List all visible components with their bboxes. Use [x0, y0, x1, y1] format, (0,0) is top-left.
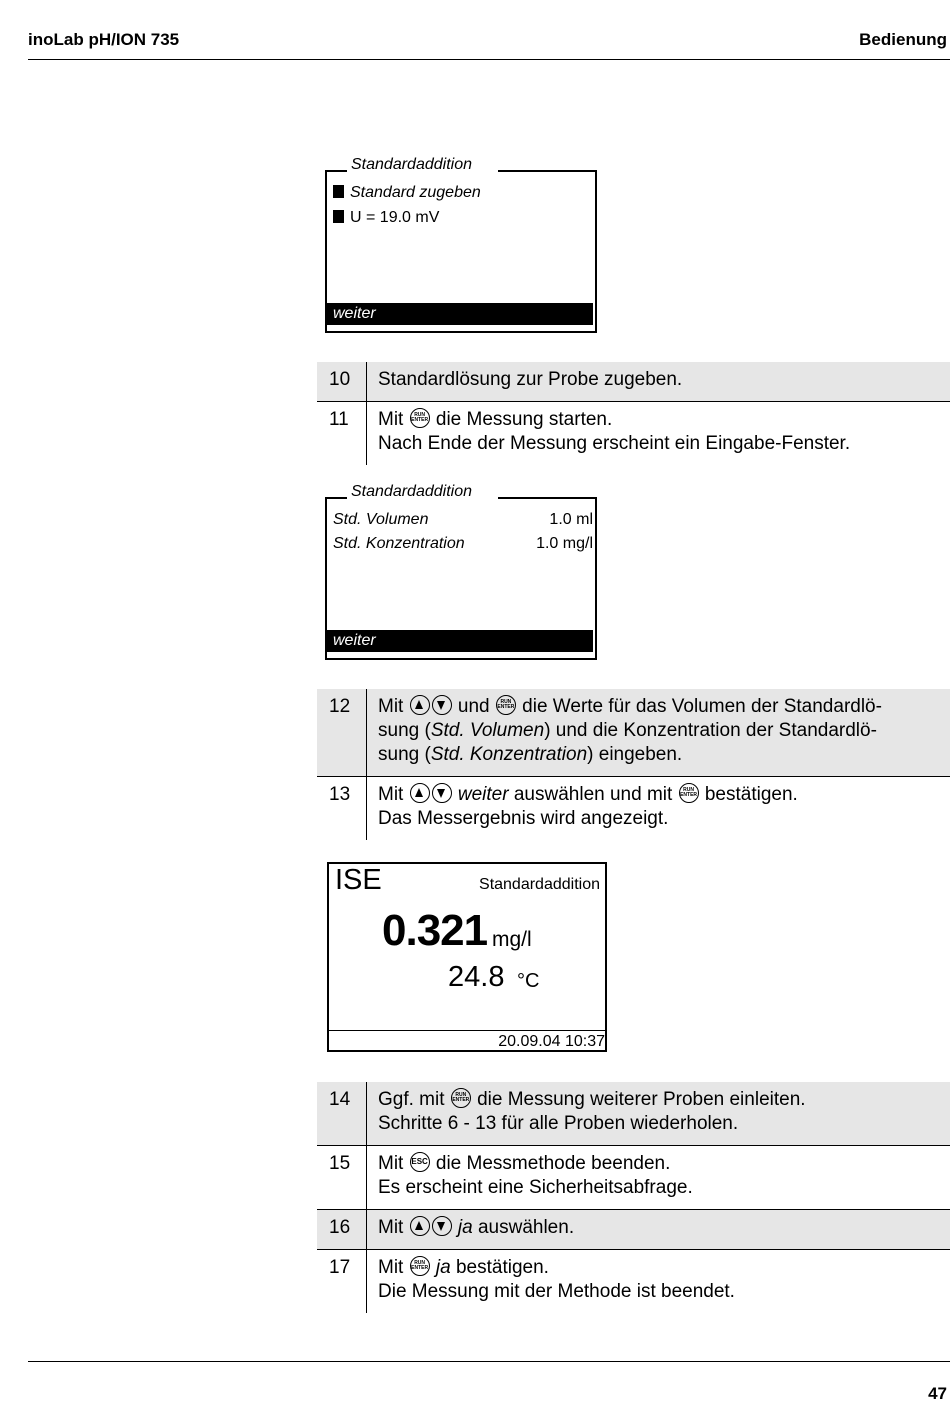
- temperature-value: 24.8: [448, 961, 505, 993]
- steps-14-17: [317, 1082, 950, 1313]
- step-number: 11: [317, 402, 367, 465]
- footer-rule: [28, 1361, 950, 1362]
- std-volume-value: 1.0 ml: [549, 511, 593, 528]
- up-arrow-key-icon: [410, 695, 430, 715]
- step-text: Mit RUN ENTER die Messung starten. Nach Ende der Messung erscheint ein Eingabe-Fenster.: [378, 402, 950, 465]
- step-number: 14: [317, 1082, 367, 1145]
- display-measurement-result: [327, 862, 607, 1052]
- display-standard-addition-2: [325, 483, 597, 660]
- std-concentration-value: 1.0 mg/l: [536, 535, 593, 552]
- std-volume-label: Std. Volumen: [333, 511, 429, 528]
- run-enter-key-icon: [410, 1256, 430, 1276]
- step-14: [317, 1082, 950, 1146]
- temperature-unit: °C: [517, 970, 540, 992]
- measurement-value: 0.321: [382, 906, 488, 955]
- up-arrow-key-icon: [410, 1216, 430, 1236]
- steps-12-13: [317, 689, 950, 840]
- down-arrow-key-icon: [432, 783, 452, 803]
- down-arrow-key-icon: [432, 1216, 452, 1236]
- page-number: 47: [928, 1384, 947, 1403]
- screen-title: Standardaddition: [347, 483, 498, 501]
- step-10: [317, 362, 950, 402]
- header-section: Bedienung: [859, 30, 947, 49]
- marker-icon: [333, 210, 344, 223]
- step-13: [317, 777, 950, 840]
- step-text: Ggf. mit RUN ENTER die Messung weiterer Proben einleiten. Schritte 6 - 13 für alle Proben wiederholen.: [378, 1082, 950, 1145]
- step-16: [317, 1210, 950, 1250]
- screen-line-2: U = 19.0 mV: [333, 209, 439, 227]
- run-enter-key-icon: [496, 695, 516, 715]
- header-rule: [28, 59, 950, 60]
- step-text: Mit ESC die Messmethode beenden. Es erscheint eine Sicherheitsabfrage.: [378, 1146, 950, 1209]
- steps-10-11: [317, 362, 950, 465]
- step-number: 16: [317, 1210, 367, 1249]
- step-number: 10: [317, 362, 367, 401]
- display-standard-addition-1: [325, 156, 597, 333]
- marker-icon: [333, 185, 344, 198]
- step-text: Mit weiter auswählen und mit RUN ENTER bestätigen. Das Messergebnis wird angezeigt.: [378, 777, 950, 840]
- esc-key-icon: [410, 1152, 430, 1172]
- screen-line-1: Standard zugeben: [333, 184, 481, 202]
- softkey-weiter[interactable]: weiter: [327, 630, 593, 652]
- step-text: Mit ja auswählen.: [378, 1217, 575, 1238]
- std-concentration-label: Std. Konzentration: [333, 535, 465, 552]
- mode-label: ISE: [335, 864, 382, 896]
- step-text: Mit RUN ENTER ja bestätigen. Die Messung mit der Methode ist beendet.: [378, 1250, 950, 1313]
- run-enter-key-icon: [679, 783, 699, 803]
- step-number: 15: [317, 1146, 367, 1209]
- step-17: [317, 1250, 950, 1313]
- step-text: Standardlösung zur Probe zugeben.: [378, 369, 683, 390]
- header-product: inoLab pH/ION 735: [28, 30, 180, 49]
- run-enter-key-icon: [451, 1088, 471, 1108]
- softkey-weiter[interactable]: weiter: [327, 303, 593, 325]
- datetime: 20.09.04 10:37: [498, 1033, 605, 1050]
- step-number: 13: [317, 777, 367, 840]
- up-arrow-key-icon: [410, 783, 430, 803]
- step-number: 12: [317, 689, 367, 776]
- step-12: [317, 689, 950, 777]
- run-enter-key-icon: [410, 408, 430, 428]
- step-number: 17: [317, 1250, 367, 1313]
- screen-title: Standardaddition: [347, 156, 498, 174]
- status-separator: [329, 1030, 605, 1031]
- step-15: [317, 1146, 950, 1210]
- measurement-unit: mg/l: [492, 928, 532, 951]
- method-label: Standardaddition: [479, 876, 600, 893]
- step-text: Mit und RUN ENTER die Werte für das Volumen der Standardlö- sung (Std. Volumen) und die Konzentration der Standardlö- sung (Std. Konzentration) eingeben.: [378, 689, 950, 776]
- down-arrow-key-icon: [432, 695, 452, 715]
- step-11: [317, 402, 950, 465]
